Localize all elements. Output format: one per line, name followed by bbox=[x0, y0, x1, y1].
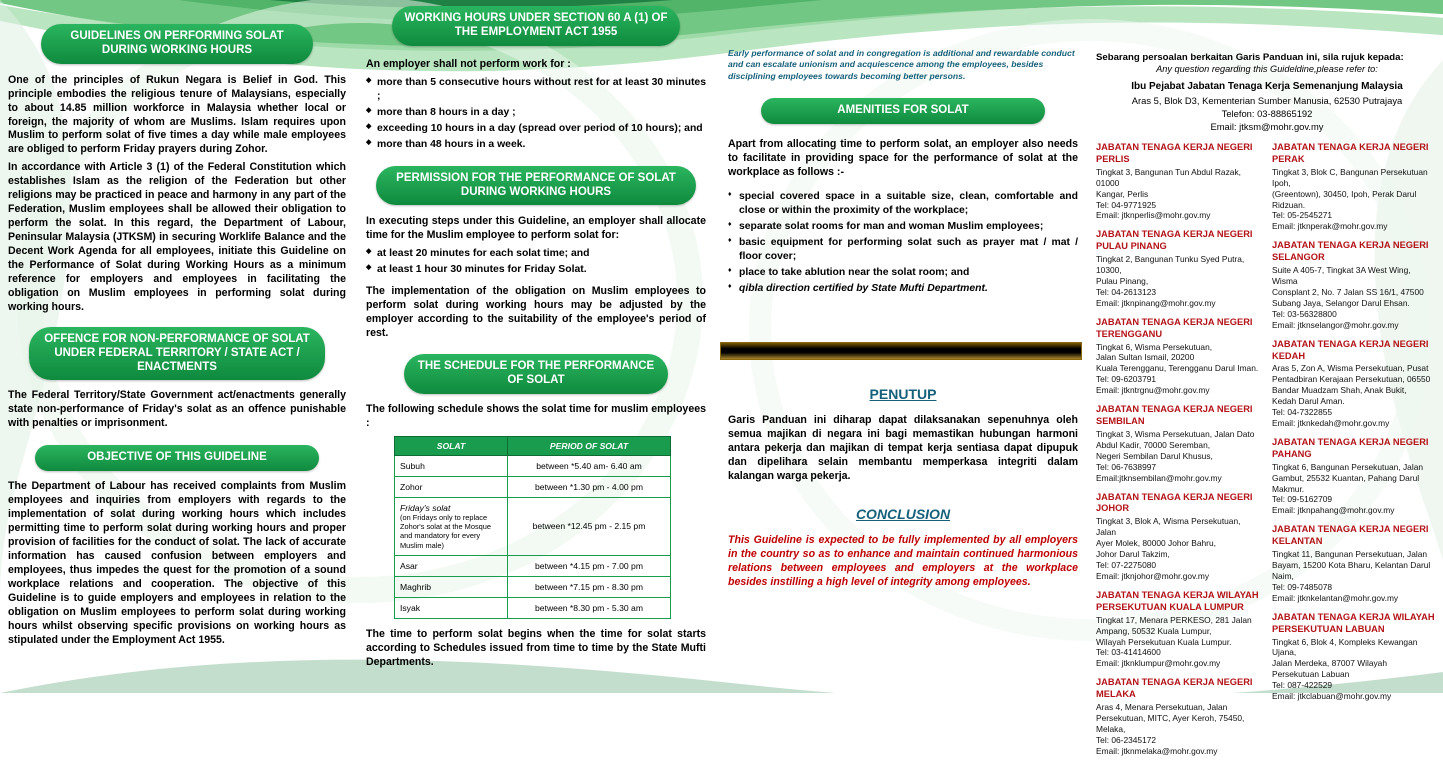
office-line: Email: jtkclabuan@mohr.gov.my bbox=[1272, 691, 1392, 702]
office-line: Ampang, 50532 Kuala Lumpur, bbox=[1096, 625, 1212, 636]
office-line: Subang Jaya, Selangor Darul Ehsan. bbox=[1272, 297, 1410, 308]
office-line: Tel: 087-422529 bbox=[1272, 680, 1333, 691]
office-line: Tingkat 11, Bangunan Persekutuan, Jalan bbox=[1272, 549, 1428, 560]
hq-address: Aras 5, Blok D3, Kementerian Sumber Manusia, 62530 Putrajaya bbox=[1131, 95, 1403, 106]
heading-penutup: PENUTUP bbox=[869, 386, 937, 403]
office-line: Tingkat 6, Blok 4, Kompleks Kewangan Ujana, bbox=[1272, 636, 1418, 658]
office-name: JABATAN TENAGA KERJA NEGERI PULAU PINANG bbox=[1096, 229, 1253, 252]
list-item: ♦ qibla direction certified by State Mufti Department. bbox=[728, 282, 1078, 296]
office-line: Tel: 09-6203791 bbox=[1096, 374, 1157, 385]
list-permission bbox=[366, 247, 706, 277]
cell-solat-friday-note: (on Fridays only to replace Zohor's solat at the Mosque and mandatory for every Muslim male) bbox=[400, 512, 491, 550]
cell-solat: Subuh bbox=[395, 455, 508, 476]
office-line: Bandar Muadzam Shah, Anak Bukit, bbox=[1272, 385, 1407, 396]
column-contacts bbox=[1096, 52, 1438, 765]
column-amenities bbox=[728, 48, 1078, 590]
office-line: Ayer Molek, 80000 Johor Bahru, bbox=[1096, 538, 1216, 549]
paragraph-rukun-negara: One of the principles of Rukun Negara is Belief in God. This principle embodies the religious tenure of Malaysians, especially to about 14.85 million workforce in Malaysia whether local or foreign, the majority of whom are Muslims. Islam requires upon Muslim to perform solat of five times a day while male employees are obliged to perform Friday prayers during Zohor. bbox=[8, 73, 346, 156]
office-entry bbox=[1096, 492, 1260, 582]
office-line: Consplant 2, No. 7 Jalan SS 16/1, 47500 bbox=[1272, 286, 1424, 297]
list-item: ♦ special covered space in a suitable size, clean, comfortable and close or within the proximity of the workplace; bbox=[728, 190, 1078, 218]
office-line: Email: jtknkedah@mohr.gov.my bbox=[1272, 418, 1390, 429]
office-line: Email: jtknmelaka@mohr.gov.my bbox=[1096, 745, 1218, 756]
office-details bbox=[1272, 363, 1436, 429]
office-name: JABATAN TENAGA KERJA NEGERI MELAKA bbox=[1096, 677, 1253, 700]
office-line: Gambut, 25532 Kuantan, Pahang Darul Makmur. bbox=[1272, 472, 1420, 494]
office-details bbox=[1272, 462, 1436, 517]
office-entry bbox=[1272, 524, 1436, 603]
list-amenities bbox=[728, 190, 1078, 296]
office-entry bbox=[1096, 404, 1260, 483]
paragraph-conclusion: This Guideline is expected to be fully implemented by all employers in the country so as to enhance and maintain continued harmonious relations between employees and employers at the workplace besides instilling a high level of integrity among employees. bbox=[728, 533, 1078, 588]
list-item: ◆ more than 5 consecutive hours without rest for at least 30 minutes ; bbox=[366, 76, 706, 104]
office-entry bbox=[1096, 142, 1260, 221]
office-line: Tel: 04-7322855 bbox=[1272, 407, 1333, 418]
office-line: Tel: 07-2275080 bbox=[1096, 560, 1157, 571]
office-line: Tel: 04-2613123 bbox=[1096, 286, 1157, 297]
office-line: Negeri Sembilan Darul Khusus, bbox=[1096, 450, 1213, 461]
paragraph-schedule: The following schedule shows the solat time for muslim employees : bbox=[366, 402, 706, 429]
office-entry bbox=[1096, 590, 1260, 669]
office-name: JABATAN TENAGA KERJA WILAYAH PERSEKUTUAN KUALA LUMPUR bbox=[1096, 589, 1259, 612]
office-line: (Greentown), 30450, Ipoh, Perak Darul Ridzuan. bbox=[1272, 188, 1417, 210]
office-entry bbox=[1272, 240, 1436, 330]
paragraph-objective: The Department of Labour has received complaints from Muslim employees and inquiries from employers with regards to the implementation of solat during working hours which includes permitting time to perform solat during working hours and proper provision of facilities for the conduct of solat. The lack of accurate information has caused confusion between employers and employees, thus impedes the quest for the promotion of a sound workplace relations and cooperation. The objective of this Guideline is to guide employers and employees in relation to the obligation on Muslim employees to perform solat during working hours whilst observing specific provisions on working hours as stipulated under the Employment Act 1955. bbox=[8, 480, 346, 646]
paragraph-penutup: Garis Panduan ini diharap dapat dilaksanakan sepenuhnya oleh semua majikan di negara ini bagi memastikan hubungan harmoni antara pekerja dan majikan di tempat kerja sentiasa dapat dipupuk dan dipelihara selain membantu memperkasa integriti dalam kalangan warga pekerja. bbox=[728, 414, 1078, 482]
table-header-row bbox=[395, 436, 671, 455]
paragraph-article-3: In accordance with Article 3 (1) of the Federal Constitution which establishes Islam as the religion of the Federation but other religions may be practiced in peace and harmony in any part of the Federation, Muslim employees shall be allowed their obligation to perform the solat. In this regard, the Department of Labour, Peninsular Malaysia (JTKSM) in securing Worklife Balance and the Decent Work Agenda for all employees, initiate this Guideline on the Performance of Solat during Working Hours as a minimum reference for employers and employees in facilitating the obligation on Muslim employees in performing solat during working hours. bbox=[8, 161, 346, 314]
table-row bbox=[395, 576, 671, 597]
heading-guidelines: GUIDELINES ON PERFORMING SOLAT DURING WORKING HOURS bbox=[41, 24, 313, 64]
hq-name: Ibu Pejabat Jabatan Tenaga Kerja Semenanjung Malaysia bbox=[1131, 81, 1403, 92]
column-guidelines bbox=[8, 24, 346, 648]
office-line: Jalan Merdeka, 87007 Wilayah Persekutuan Labuan bbox=[1272, 658, 1387, 680]
office-line: Tel: 06-2345172 bbox=[1096, 734, 1157, 745]
office-details bbox=[1272, 265, 1436, 331]
office-line: Email: jtknpahang@mohr.gov.my bbox=[1272, 505, 1395, 516]
cell-period: between *4.15 pm - 7.00 pm bbox=[508, 555, 671, 576]
office-line: Kuala Terengganu, Terengganu Darul Iman. bbox=[1096, 363, 1259, 374]
office-line: Email: jtknpinang@mohr.gov.my bbox=[1096, 297, 1216, 308]
cell-period: between *8.30 pm - 5.30 am bbox=[508, 597, 671, 618]
contacts-heading-ms: Sebarang persoalan berkaitan Garis Panduan ini, sila rujuk kepada: bbox=[1096, 52, 1404, 63]
office-line: Email: jtknselangor@mohr.gov.my bbox=[1272, 319, 1399, 330]
table-row bbox=[395, 455, 671, 476]
office-entry bbox=[1096, 229, 1260, 308]
cell-period: between *7.15 pm - 8.30 pm bbox=[508, 576, 671, 597]
cell-solat-friday-label: Friday's solat bbox=[400, 502, 451, 513]
office-name: JABATAN TENAGA KERJA NEGERI PAHANG bbox=[1272, 436, 1429, 459]
office-line: Abdul Kadir, 70000 Seremban, bbox=[1096, 439, 1211, 450]
offices-column-right bbox=[1272, 142, 1436, 765]
office-line: Persekutuan, MITC, Ayer Keroh, 75450, Melaka, bbox=[1096, 712, 1245, 734]
office-line: Tel: 06-7638997 bbox=[1096, 461, 1157, 472]
office-name: JABATAN TENAGA KERJA NEGERI TERENGGANU bbox=[1096, 316, 1253, 339]
office-name: JABATAN TENAGA KERJA NEGERI PERAK bbox=[1272, 142, 1429, 164]
office-line: Tingkat 17, Menara PERKESO, 281 Jalan bbox=[1096, 614, 1252, 625]
office-name: JABATAN TENAGA KERJA NEGERI SEMBILAN bbox=[1096, 404, 1253, 427]
office-line: Tingkat 3, Blok A, Wisma Persekutuan, Jalan bbox=[1096, 516, 1241, 538]
office-line: Pulau Pinang, bbox=[1096, 276, 1149, 287]
heading-working-hours: WORKING HOURS UNDER SECTION 60 A (1) OF THE EMPLOYMENT ACT 1955 bbox=[392, 6, 680, 46]
note-early-performance: Early performance of solat and in congregation is additional and rewardable conduct and can escalate unionism and acquiescence among the employees, besides disciplining employees towards becoming better persons. bbox=[728, 48, 1075, 81]
list-item: ♦ place to take ablution near the solat room; and bbox=[728, 266, 1078, 280]
office-details bbox=[1096, 342, 1260, 397]
heading-offence: OFFENCE FOR NON-PERFORMANCE OF SOLAT UNDER FEDERAL TERRITORY / STATE ACT / ENACTMENTS bbox=[29, 327, 325, 380]
office-name: JABATAN TENAGA KERJA NEGERI SELANGOR bbox=[1272, 240, 1429, 263]
office-line: Tingkat 6, Wisma Persekutuan, bbox=[1096, 341, 1213, 352]
office-line: Email: jtknperak@mohr.gov.my bbox=[1272, 221, 1388, 232]
office-line: Tel: 03-56328800 bbox=[1272, 308, 1337, 319]
table-row bbox=[395, 597, 671, 618]
office-details bbox=[1096, 167, 1260, 222]
office-line: Tingkat 3, Bangunan Tun Abdul Razak, 01000 bbox=[1096, 166, 1241, 188]
office-name: JABATAN TENAGA KERJA NEGERI PERLIS bbox=[1096, 142, 1253, 164]
office-details bbox=[1096, 702, 1260, 757]
table-row bbox=[395, 555, 671, 576]
office-line: Email: jtknkelantan@mohr.gov.my bbox=[1272, 592, 1399, 603]
office-line: Email: jtknjohor@mohr.gov.my bbox=[1096, 570, 1210, 581]
cell-period: between *5.40 am- 6.40 am bbox=[508, 455, 671, 476]
office-entry bbox=[1272, 142, 1436, 232]
table-row bbox=[395, 476, 671, 497]
gold-divider bbox=[720, 342, 1082, 360]
office-details bbox=[1096, 516, 1260, 582]
heading-amenities: AMENITIES FOR SOLAT bbox=[761, 98, 1045, 124]
office-details bbox=[1272, 637, 1436, 703]
office-line: Suite A 405-7, Tingkat 3A West Wing, Wisma bbox=[1272, 265, 1411, 287]
office-line: Bayam, 15200 Kota Bharu, Kelantan Darul Naim, bbox=[1272, 560, 1431, 581]
office-entry bbox=[1272, 612, 1436, 702]
office-name: JABATAN TENAGA KERJA NEGERI KELANTAN bbox=[1272, 524, 1429, 547]
cell-solat: Zohor bbox=[395, 476, 508, 497]
office-details bbox=[1096, 254, 1260, 309]
heading-schedule: THE SCHEDULE FOR THE PERFORMANCE OF SOLAT bbox=[404, 354, 668, 394]
col-header-period: PERIOD OF SOLAT bbox=[508, 436, 671, 455]
office-entry bbox=[1272, 339, 1436, 429]
offices-column-left bbox=[1096, 142, 1260, 765]
list-item: ♦ separate solat rooms for man and woman Muslim employees; bbox=[728, 220, 1078, 234]
list-item: ♦ basic equipment for performing solat such as prayer mat / mat / floor cover; bbox=[728, 236, 1078, 264]
office-line: Tingkat 3, Blok C, Bangunan Persekutuan Ipoh, bbox=[1272, 166, 1428, 188]
office-entry bbox=[1096, 317, 1260, 396]
cell-period: between *1.30 pm - 4.00 pm bbox=[508, 476, 671, 497]
office-details bbox=[1096, 615, 1260, 670]
office-entry bbox=[1096, 677, 1260, 756]
cell-solat: Asar bbox=[395, 555, 508, 576]
paragraph-offence: The Federal Territory/State Government act/enactments generally state non-performance of Friday's solat as an offence punishable with penalties or imprisonment. bbox=[8, 389, 346, 430]
office-line: Wilayah Persekutuan Kuala Lumpur. bbox=[1096, 636, 1232, 647]
office-line: Tingkat 3, Wisma Persekutuan, Jalan Dato bbox=[1096, 428, 1255, 439]
office-line: Email:jtknsembilan@mohr.gov.my bbox=[1096, 472, 1222, 483]
office-line: Aras 4, Menara Persekutuan, Jalan bbox=[1096, 702, 1228, 713]
office-entry bbox=[1272, 437, 1436, 516]
cell-solat-friday bbox=[395, 497, 508, 555]
office-line: Johor Darul Takzim, bbox=[1096, 549, 1170, 560]
table-row bbox=[395, 497, 671, 555]
office-line: Pentadbiran Kerajaan Persekutuan, 06550 bbox=[1272, 374, 1431, 385]
hq-email: Email: jtksm@mohr.gov.my bbox=[1210, 121, 1324, 132]
office-line: Email: jtknperlis@mohr.gov.my bbox=[1096, 210, 1211, 221]
heading-permission: PERMISSION FOR THE PERFORMANCE OF SOLAT DURING WORKING HOURS bbox=[376, 166, 696, 206]
office-name: JABATAN TENAGA KERJA NEGERI KEDAH bbox=[1272, 338, 1429, 361]
paragraph-amenities: Apart from allocating time to perform solat, an employer also needs to facilitate in providing space for the performance of solat at the workplace as follows :- bbox=[728, 137, 1078, 178]
office-name: JABATAN TENAGA KERJA NEGERI JOHOR bbox=[1096, 491, 1253, 514]
office-line: Kangar, Perlis bbox=[1096, 188, 1149, 199]
office-line: Email: jtkntrgnu@mohr.gov.my bbox=[1096, 385, 1210, 396]
list-working-hours bbox=[366, 76, 706, 152]
schedule-table bbox=[394, 436, 671, 619]
column-working-hours bbox=[366, 6, 706, 670]
heading-conclusion: CONCLUSION bbox=[855, 505, 951, 522]
col-header-solat: SOLAT bbox=[395, 436, 508, 455]
paragraph-adjustment: The implementation of the obligation on Muslim employees to perform solat during working hours may be adjusted by the employer according to the suitability of the employee's period of rest. bbox=[366, 285, 706, 340]
office-line: Tel: 09-5162709 bbox=[1272, 494, 1333, 505]
office-line: Tel: 09-7485078 bbox=[1272, 581, 1333, 592]
office-details bbox=[1272, 167, 1436, 233]
office-line: Kedah Darul Aman. bbox=[1272, 396, 1345, 407]
office-line: Jalan Sultan Ismail, 20200 bbox=[1096, 352, 1195, 363]
list-item: ◆ more than 48 hours in a week. bbox=[366, 138, 706, 152]
office-details bbox=[1272, 549, 1436, 604]
office-line: Aras 5, Zon A, Wisma Persekutuan, Pusat bbox=[1272, 363, 1429, 374]
intro-no-work: An employer shall not perform work for : bbox=[366, 57, 571, 70]
paragraph-permission: In executing steps under this Guideline, an employer shall allocate time for the Muslim employee to perform solat for: bbox=[366, 215, 706, 242]
office-line: Tel: 04-9771925 bbox=[1096, 199, 1157, 210]
hq-phone: Telefon: 03-88865192 bbox=[1221, 108, 1313, 119]
list-item: ◆ more than 8 hours in a day ; bbox=[366, 106, 706, 120]
office-name: JABATAN TENAGA KERJA WILAYAH PERSEKUTUAN LABUAN bbox=[1272, 611, 1435, 634]
office-line: Tel: 05-2545271 bbox=[1272, 210, 1333, 221]
cell-period: between *12.45 pm - 2.15 pm bbox=[508, 497, 671, 555]
office-line: Tingkat 2, Bangunan Tunku Syed Putra, 10300, bbox=[1096, 254, 1245, 276]
contacts-heading-en: Any question regarding this Guideldine,please refer to: bbox=[1156, 64, 1378, 74]
office-line: Tel: 03-41414600 bbox=[1096, 647, 1161, 658]
cell-solat: Isyak bbox=[395, 597, 508, 618]
office-line: Tingkat 6, Bangunan Persekutuan, Jalan bbox=[1272, 461, 1424, 472]
office-details bbox=[1096, 429, 1260, 484]
list-item: ◆ exceeding 10 hours in a day (spread over period of 10 hours); and bbox=[366, 122, 706, 136]
list-item: ◆ at least 1 hour 30 minutes for Friday Solat. bbox=[366, 263, 706, 277]
paragraph-schedule-footnote: The time to perform solat begins when the time for solat starts according to Schedules issued from time to time by the State Mufti Departments. bbox=[366, 627, 706, 668]
cell-solat: Maghrib bbox=[395, 576, 508, 597]
heading-objective: OBJECTIVE OF THIS GUIDELINE bbox=[35, 445, 319, 471]
office-line: Email: jtknklumpur@mohr.gov.my bbox=[1096, 658, 1221, 669]
list-item: ◆ at least 20 minutes for each solat time; and bbox=[366, 247, 706, 261]
